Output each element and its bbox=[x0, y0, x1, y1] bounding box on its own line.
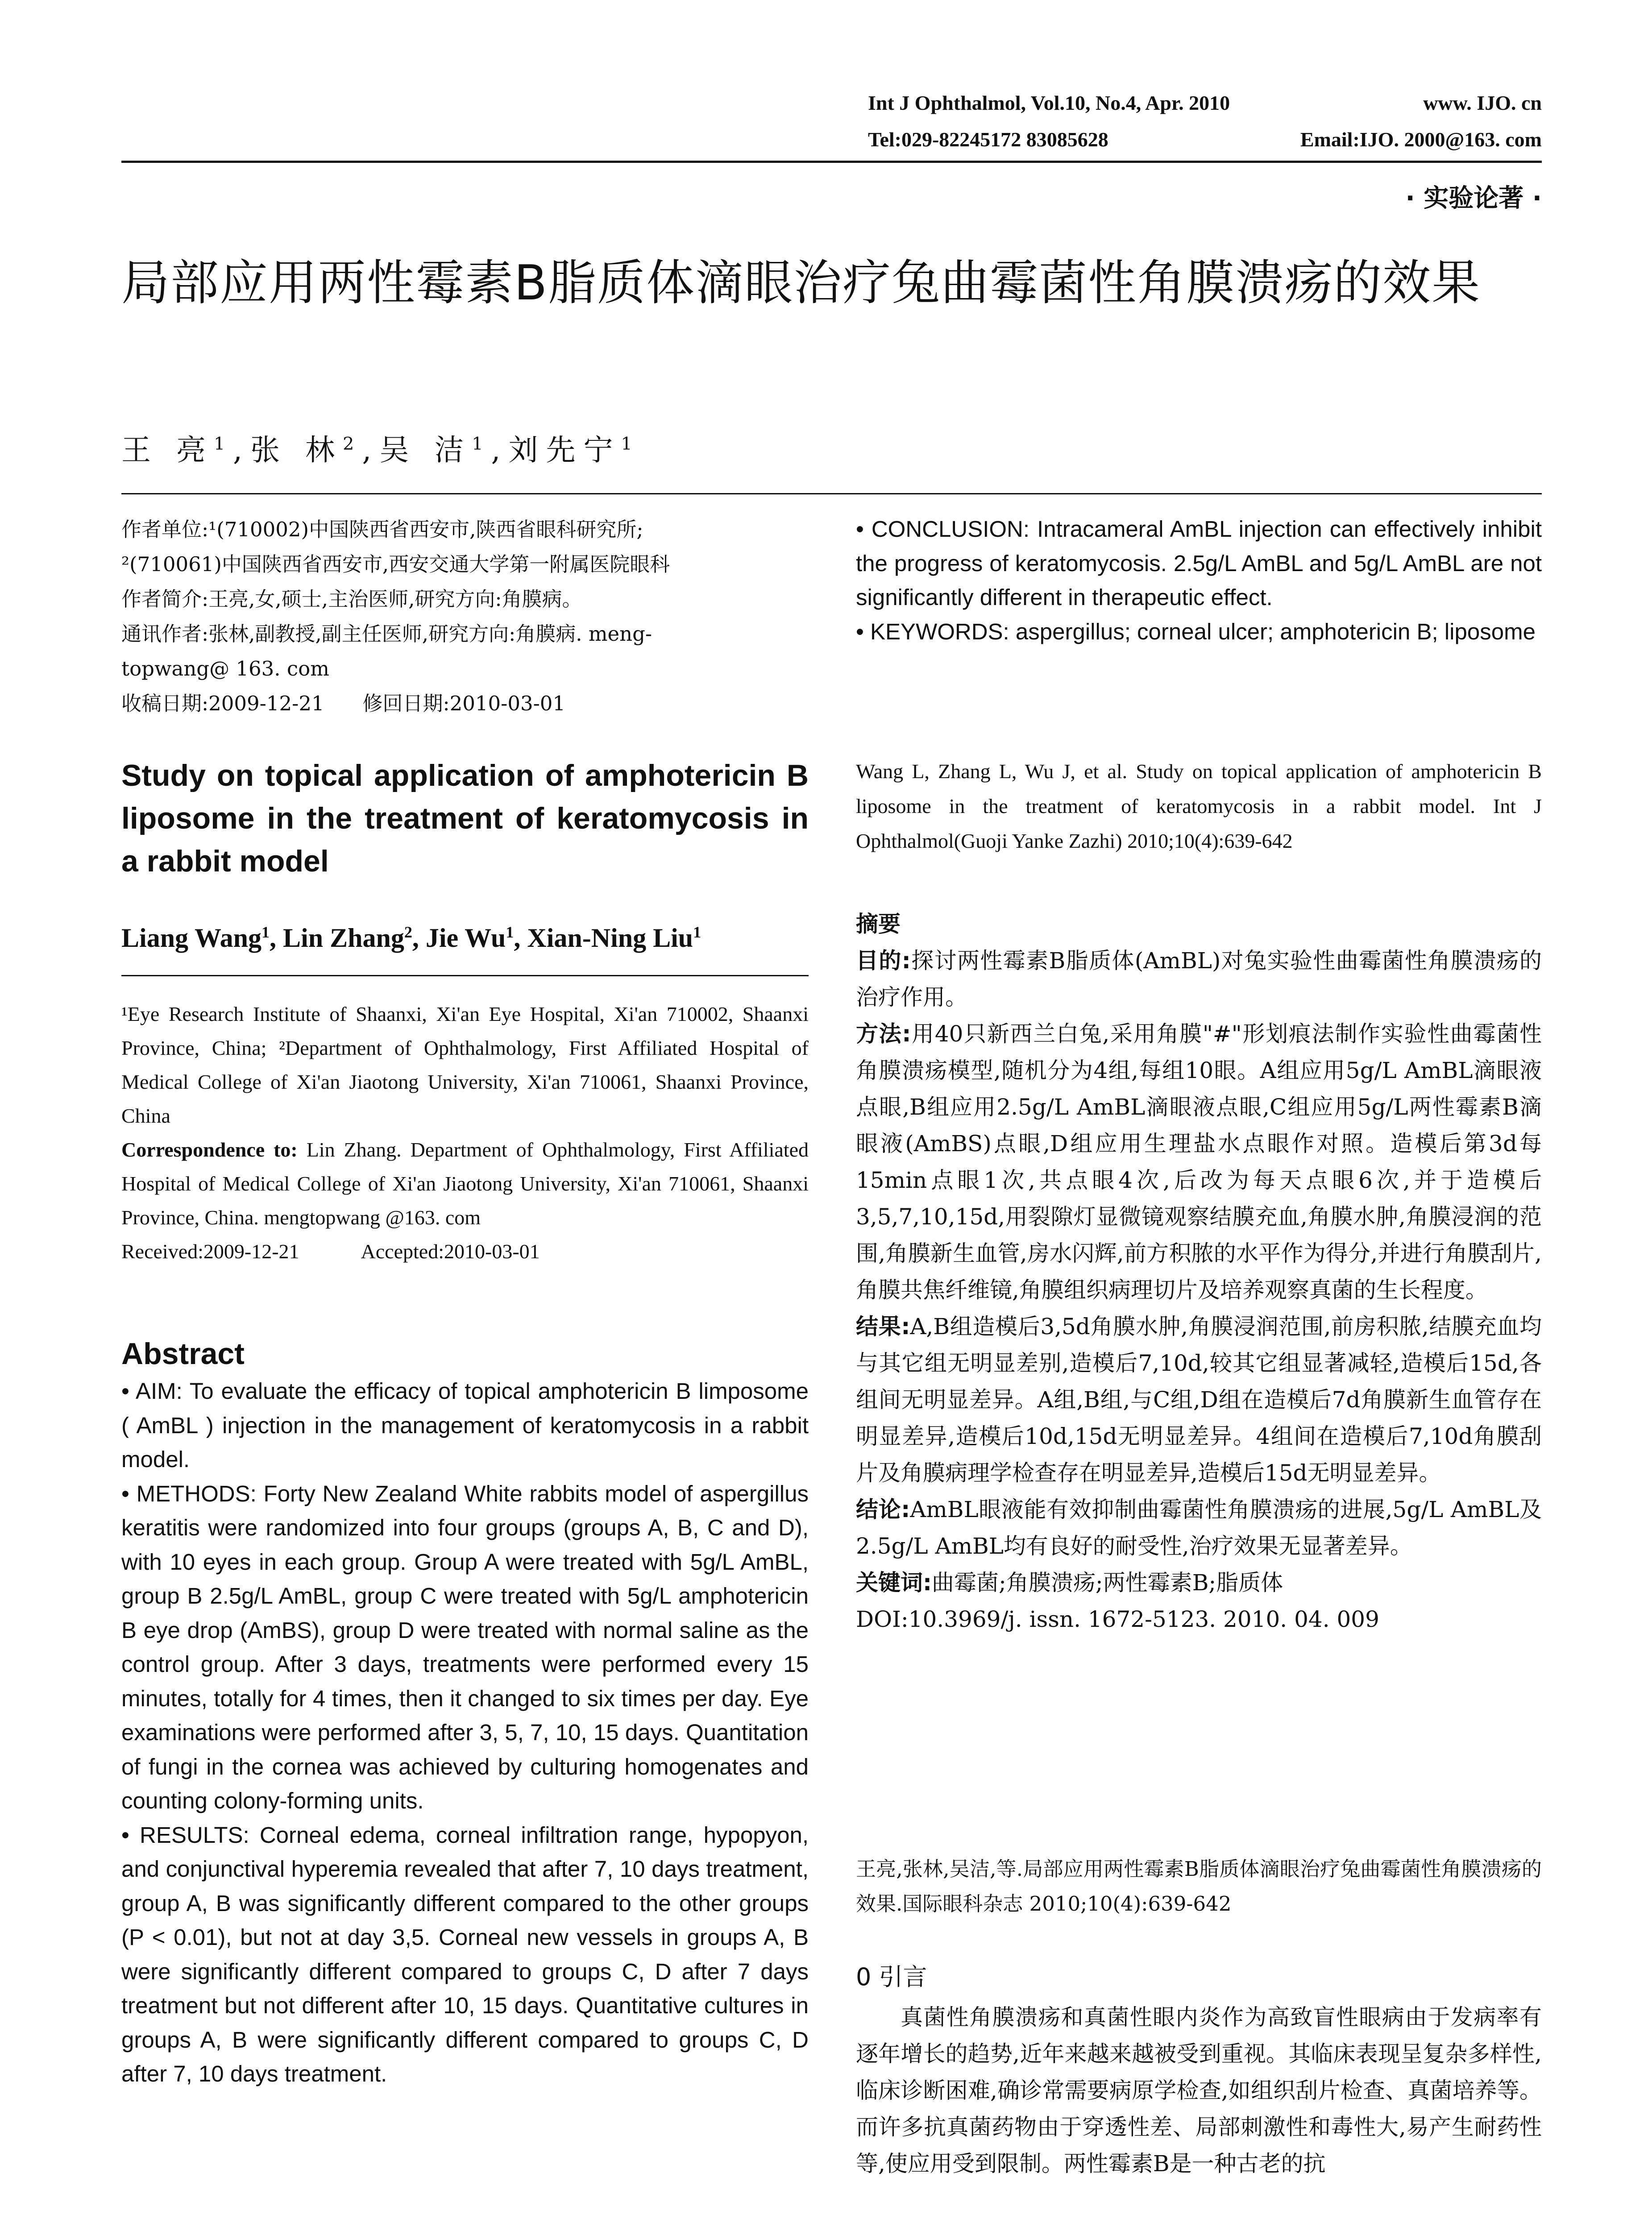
correspondence: Correspondence to: Lin Zhang. Department of Ophthalmology, First Affiliated Hospital of Medical College of Xi'an Jiaotong University, Xi'an 710061, Shaanxi Province, China. mengtopwang @163. com bbox=[121, 1138, 809, 1229]
abstract-aim: • AIM: To evaluate the efficacy of topical amphotericin B limposome ( AmBL ) injection in the management of keratomycosis in a rabbit model. bbox=[121, 1378, 809, 1472]
email[interactable]: Email:IJO. 2000@163. com bbox=[1300, 128, 1542, 151]
website[interactable]: www. IJO. cn bbox=[1423, 91, 1542, 114]
abstract-keywords: • KEYWORDS: aspergillus; corneal ulcer; amphotericin B; liposome bbox=[856, 618, 1536, 644]
affiliation-line: ²(710061)中国陕西省西安市,西安交通大学第一附属医院眼科 bbox=[121, 552, 670, 576]
abstract-cn-results: 结果:A,B组造模后3,5d角膜水肿,角膜浸润范围,前房积脓,结膜充血均与其它组无明显差别,造模后7,10d,较其它组显著减轻,造模后15d,各组间无明显差异。A组,B组,与C组,D组在造模后7d角膜新生血管存在明显差异,造模后10d,15d无明显差异。4组间在造模后7,10d角膜刮片及角膜病理学检查存在明显差异,造模后15d无明显差异。 bbox=[856, 1314, 1542, 1486]
tel: Tel:029-82245172 83085628 bbox=[868, 128, 1108, 151]
abstract-body bbox=[121, 1374, 809, 2091]
authors-rule bbox=[121, 493, 1542, 494]
citation-en: Wang L, Zhang L, Wu J, et al. Study on topical application of amphotericin B liposome in the treatment of keratomycosis in a rabbit model. Int J Ophthalmol(Guoji Yanke Zazhi) 2010;10(4):639-642 bbox=[856, 760, 1542, 852]
abstract-cn-conclusion: 结论:AmBL眼液能有效抑制曲霉菌性角膜溃疡的进展,5g/L AmBL及2.5g/L AmBL均有良好的耐受性,治疗效果无显著差异。 bbox=[856, 1497, 1542, 1559]
page-title-cn: 局部应用两性霉素B脂质体滴眼治疗兔曲霉菌性角膜溃疡的效果 bbox=[121, 255, 1481, 311]
section-label: · 实验论著 · bbox=[1405, 184, 1542, 213]
abstract-cn-heading: 摘要 bbox=[856, 911, 901, 937]
abstract-results: • RESULTS: Corneal edema, corneal infiltration range, hypopyon, and conjunctival hyperemia revealed that after 7, 10 days treatment, group A, B was significantly different compared to the other groups (P < 0.01), but not at day 3,5. Corneal new vessels in groups A, B were significantly different compared to groups C, D after 7 days treatment but not different after 10, 15 days. Quantitative cultures in groups A, B were significantly different compared to groups C, D after 7, 10 days treatment. bbox=[121, 1822, 809, 2086]
dates-cn: 收稿日期:2009-12-21 修回日期:2010-03-01 bbox=[121, 692, 566, 715]
affiliation-line: 作者简介:王亮,女,硕士,主治医师,研究方向:角膜病。 bbox=[121, 587, 582, 611]
journal-line: Int J Ophthalmol, Vol.10, No.4, Apr. 2010 bbox=[868, 91, 1230, 114]
authors-en-rule bbox=[121, 975, 809, 976]
affiliation-en: ¹Eye Research Institute of Shaanxi, Xi'an Eye Hospital, Xi'an 710002, Shaanxi Province, China; ²Department of Ophthalmology, First Affiliated Hospital of Medical College of Xi'an Jiaotong University, Xi'an 710061, Shaanxi Province, China Correspondence to: Lin Zhang. Department of Ophthalmology, First Affiliated Hospital of Medical College of Xi'an Jiaotong University, Xi'an 710061, Shaanxi Province, China. mengtopwang @163. com Received:2009-12-21 Accepted:2010-03-01 bbox=[121, 997, 809, 1269]
intro-heading: 0 引言 bbox=[856, 1963, 927, 1991]
author-cn: 吴 洁$^1$ bbox=[379, 433, 491, 467]
intro-text: 真菌性角膜溃疡和真菌性眼内炎作为高致盲性眼病由于发病率有逐年增长的趋势,近年来越来越被受到重视。其临床表现呈复杂多样性,临床诊断困难,确诊常需要病原学检查,如组织刮片检查、真菌培养等。而许多抗真菌药物由于穿透性差、局部刺激性和毒性大,易产生耐药性等,使应用受到限制。两性霉素B是一种古老的抗 bbox=[856, 2004, 1542, 2177]
affiliation-line: topwang@ 163. com bbox=[121, 657, 329, 680]
abstract-cn-methods: 方法:用40只新西兰白兔,采用角膜"#"形划痕法制作实验性曲霉菌性角膜溃疡模型,随机分为4组,每组10眼。A组应用5g/L AmBL滴眼液点眼,B组应用2.5g/L AmBL滴眼液点眼,C组应用5g/L两性霉素B滴眼液(AmBS)点眼,D组应用生理盐水点眼作对照。造模后第3d每15min点眼1次,共点眼4次,后改为每天点眼6次,并于造模后3,5,7,10,15d,用裂隙灯显微镜观察结膜充血,角膜水肿,角膜浸润的范围,角膜新生血管,房水闪辉,前方积脓的水平作为得分,并进行角膜刮片,角膜共焦纤维镜,角膜组织病理切片及培养观察真菌的生长程度。 bbox=[856, 1021, 1542, 1303]
abstract-cn-keywords: 关键词:曲霉菌;角膜溃疡;两性霉素B;脂质体 bbox=[856, 1570, 1283, 1596]
author-cn: 刘先宁$^1$ bbox=[508, 433, 640, 467]
author-cn: 张 林$^2$ bbox=[250, 433, 362, 467]
authors-en: Liang Wang$^1$, Lin Zhang$^2$, Jie Wu$^1$, Xian-Ning Liu$^1$ bbox=[121, 923, 701, 953]
affiliation-line: 作者单位:¹(710002)中国陕西省西安市,陕西省眼科研究所; bbox=[121, 518, 643, 541]
author-cn: 王 亮$^1$ bbox=[121, 433, 233, 467]
abstract-cn-aim: 目的:探讨两性霉素B脂质体(AmBL)对兔实验性曲霉菌性角膜溃疡的治疗作用。 bbox=[856, 948, 1542, 1010]
affiliation-cn bbox=[121, 512, 809, 721]
header-rule bbox=[121, 161, 1542, 163]
authors-cn: 王 亮$^1$,张 林$^2$,吴 洁$^1$,刘先宁$^1$ bbox=[121, 433, 640, 467]
abstract-methods: • METHODS: Forty New Zealand White rabbits model of aspergillus keratitis were randomized into four groups (groups A, B, C and D), with 10 eyes in each group. Group A were treated with 5g/L AmBL, group B 2.5g/L AmBL, group C were treated with 5g/L amphotericin B eye drop (AmBS), group D were treated with normal saline as the control group. After 3 days, treatments were performed every 15 minutes, totally for 4 times, then it changed to six times per day. Eye examinations were performed after 3, 5, 7, 10, 15 days. Quantitation of fungi in the cornea was achieved by culturing homogenates and counting colony-forming units. bbox=[121, 1480, 809, 1813]
abstract-cn bbox=[856, 906, 1542, 1638]
abstract-body-cont bbox=[856, 512, 1542, 649]
introduction bbox=[856, 1959, 1542, 2182]
abstract-heading: Abstract bbox=[121, 1337, 245, 1371]
page-title-en: Study on topical application of amphotericin B liposome in the treatment of keratomycosis in a rabbit model bbox=[121, 759, 809, 878]
doi[interactable]: DOI:10.3969/j. issn. 1672-5123. 2010. 04. 009 bbox=[856, 1606, 1379, 1632]
dates-en: Received:2009-12-21 Accepted:2010-03-01 bbox=[121, 1240, 540, 1263]
citation-cn: 王亮,张林,吴洁,等.局部应用两性霉素B脂质体滴眼治疗兔曲霉菌性角膜溃疡的效果.国际眼科杂志 2010;10(4):639-642 bbox=[856, 1857, 1542, 1916]
affiliation-line: 通讯作者:张林,副教授,副主任医师,研究方向:角膜病. meng- bbox=[121, 622, 652, 646]
abstract-conclusion: • CONCLUSION: Intracameral AmBL injection can effectively inhibit the progress of keratomycosis. 2.5g/L AmBL and 5g/L AmBL are not significantly different in therapeutic effect. bbox=[856, 516, 1542, 610]
